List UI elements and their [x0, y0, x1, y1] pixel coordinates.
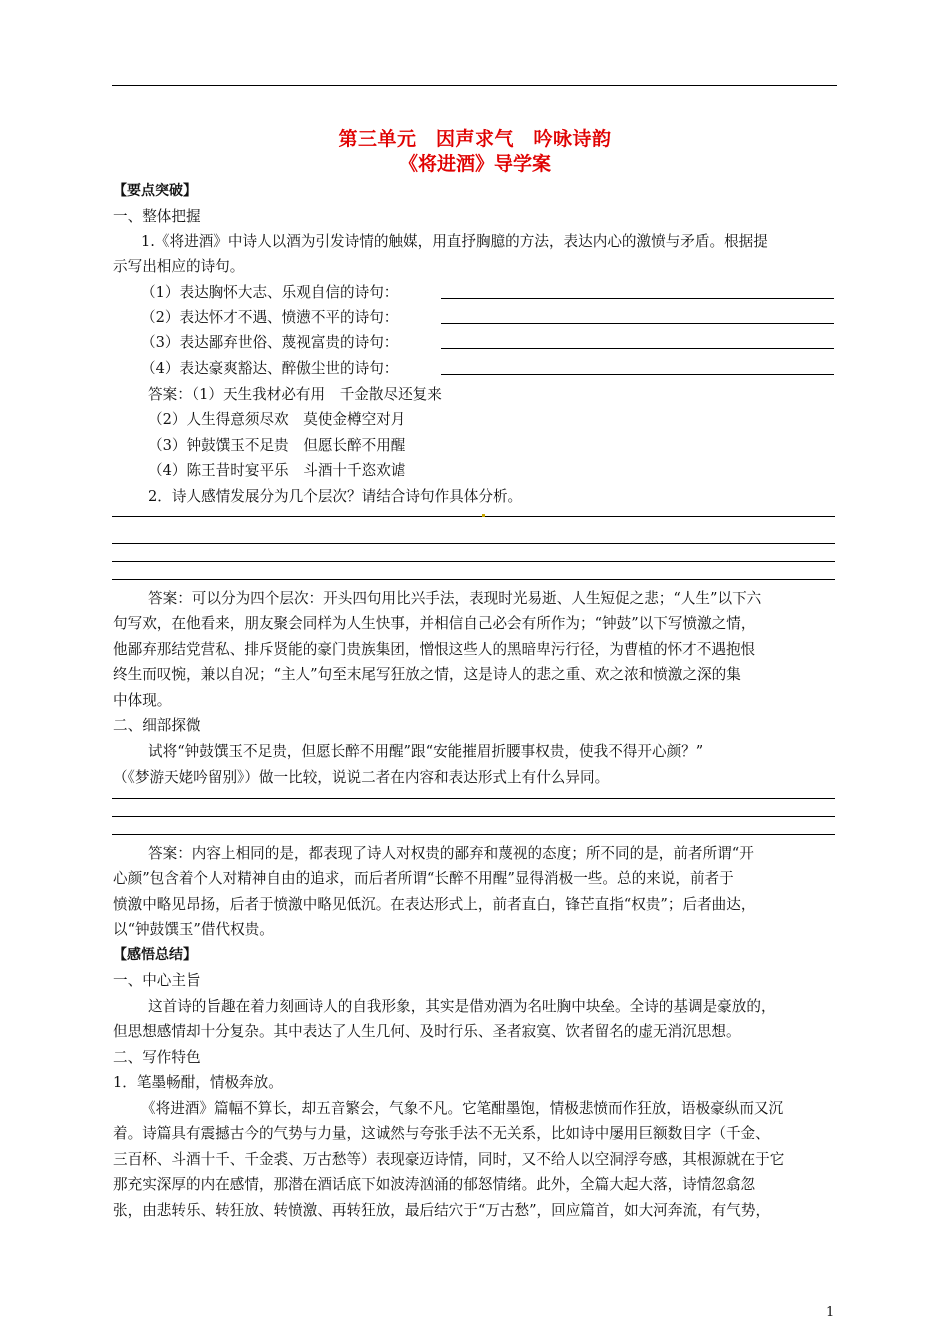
part-heading-features: 二、写作特色 — [113, 1049, 201, 1066]
feature-text-line-2: 着。诗篇具有震撼古今的气势与力量，这诚然与夸张手法不无关系，比如诗中屡用巨额数目字（千金、 — [113, 1125, 770, 1142]
answer-line-1: 答案：（1）天生我材必有用 千金散尽还复来 — [148, 386, 442, 403]
q2-answer-line-3: 他鄙弃那结党营私、排斥贤能的豪门贵族集团，憎恨这些人的黑暗卑污行径，为曹植的怀才不遇抱恨 — [113, 641, 756, 658]
theme-text-line-2: 但思想感情却十分复杂。其中表达了人生几何、及时行乐、圣者寂寞、饮者留名的虚无消沉思想。 — [113, 1023, 741, 1040]
writing-line — [112, 516, 835, 517]
feature-text-line-1: 《将进酒》篇幅不算长，却五音繁会，气象不凡。它笔酣墨饱，情极悲愤而作狂放，语极豪纵而又沉 — [141, 1100, 784, 1117]
theme-text-line-1: 这首诗的旨趣在着力刻画诗人的自我形象，其实是借劝酒为名吐胸中块垒。全诗的基调是豪放的， — [148, 998, 776, 1015]
writing-line — [112, 561, 835, 562]
unit-title: 第三单元 因声求气 吟咏诗韵 — [338, 128, 612, 150]
answer-line-2: （2）人生得意须尽欢 莫使金樽空对月 — [148, 411, 406, 428]
writing-line — [112, 798, 835, 799]
answer-line-4: （4）陈王昔时宴平乐 斗酒十千恣欢谑 — [148, 462, 406, 479]
feature-text-line-4: 那充实深厚的内在感情，那潜在酒话底下如波涛汹涌的郁怒情绪。此外，全篇大起大落，诗情忽翕忽 — [113, 1176, 756, 1193]
comparison-question-line-2: （《梦游天姥吟留别》）做一比较，说说二者在内容和表达形式上有什么异同。 — [113, 769, 610, 786]
comparison-answer-line-3: 愤激中略见昂扬，后者于愤激中略见低沉。在表达形式上，前者直白，锋芒直指“权贵”；后者曲达， — [113, 896, 756, 913]
stray-mark — [482, 514, 485, 517]
question-1-line-1: 1.《将进酒》中诗人以酒为引发诗情的触媒，用直抒胸臆的方法，表达内心的激愤与矛盾。根据提 — [141, 233, 768, 250]
comparison-answer-line-2: 心颜”包含着个人对精神自由的追求，而后者所谓“长醉不用醒”显得消极一些。总的来说，前者于 — [113, 870, 734, 887]
part-heading-theme: 一、中心主旨 — [113, 972, 201, 989]
prompt-item-4: （4）表达豪爽豁达、醉傲尘世的诗句： — [141, 360, 399, 377]
answer-blank-3 — [441, 348, 834, 349]
answer-blank-4 — [441, 374, 834, 375]
page-number: 1 — [826, 1305, 835, 1320]
answer-blank-2 — [441, 323, 834, 324]
comparison-question-line-1: 试将“钟鼓馔玉不足贵，但愿长醉不用醒”跟“安能摧眉折腰事权贵，使我不得开心颜？” — [148, 743, 704, 760]
q2-answer-line-1: 答案：可以分为四个层次：开头四句用比兴手法，表现时光易逝、人生短促之悲；“人生”以下六 — [148, 590, 762, 607]
question-1-line-2: 示写出相应的诗句。 — [113, 258, 245, 275]
prompt-item-1: （1）表达胸怀大志、乐观自信的诗句： — [141, 284, 399, 301]
feature-point-1: 1．笔墨畅酣，情极奔放。 — [113, 1074, 283, 1091]
part-heading-overall: 一、整体把握 — [113, 208, 201, 225]
answer-line-3: （3）钟鼓馔玉不足贵 但愿长醉不用醒 — [148, 437, 406, 454]
feature-text-line-5: 张，由悲转乐、转狂放、转愤激、再转狂放，最后结穴于“万古愁”，回应篇首，如大河奔流，有气势， — [113, 1202, 771, 1219]
q2-answer-line-5: 中体现。 — [113, 692, 172, 709]
part-heading-detail: 二、细部探微 — [113, 717, 201, 734]
q2-answer-line-2: 句写欢，在他看来，朋友聚会同样为人生快事，并相信自己必会有所作为；“钟鼓”以下写愤激之情， — [113, 615, 756, 632]
feature-text-line-3: 三百杯、斗酒十千、千金裘、万古愁等）表现豪迈诗情，同时，又不给人以空洞浮夸感，其根源就在于它 — [113, 1151, 785, 1168]
question-2: 2．诗人感情发展分为几个层次？请结合诗句作具体分析。 — [148, 488, 523, 505]
writing-line — [112, 834, 835, 835]
writing-line — [112, 816, 835, 817]
comparison-answer-line-1: 答案：内容上相同的是，都表现了诗人对权贵的鄙弃和蔑视的态度；所不同的是，前者所谓“开 — [148, 845, 754, 862]
lesson-title: 《将进酒》导学案 — [398, 153, 551, 175]
prompt-item-2: （2）表达怀才不遇、愤懑不平的诗句： — [141, 309, 399, 326]
section-heading-key-points: 【要点突破】 — [113, 183, 197, 199]
writing-line — [112, 579, 835, 580]
section-heading-summary: 【感悟总结】 — [113, 947, 197, 963]
header-rule — [112, 85, 837, 86]
prompt-item-3: （3）表达鄙弃世俗、蔑视富贵的诗句： — [141, 334, 399, 351]
comparison-answer-line-4: 以“钟鼓馔玉”借代权贵。 — [113, 921, 274, 938]
q2-answer-line-4: 终生而叹惋，兼以自况；“主人”句至末尾写狂放之情，这是诗人的悲之重、欢之浓和愤激之深的集 — [113, 666, 741, 683]
writing-line — [112, 543, 835, 544]
answer-blank-1 — [441, 298, 834, 299]
